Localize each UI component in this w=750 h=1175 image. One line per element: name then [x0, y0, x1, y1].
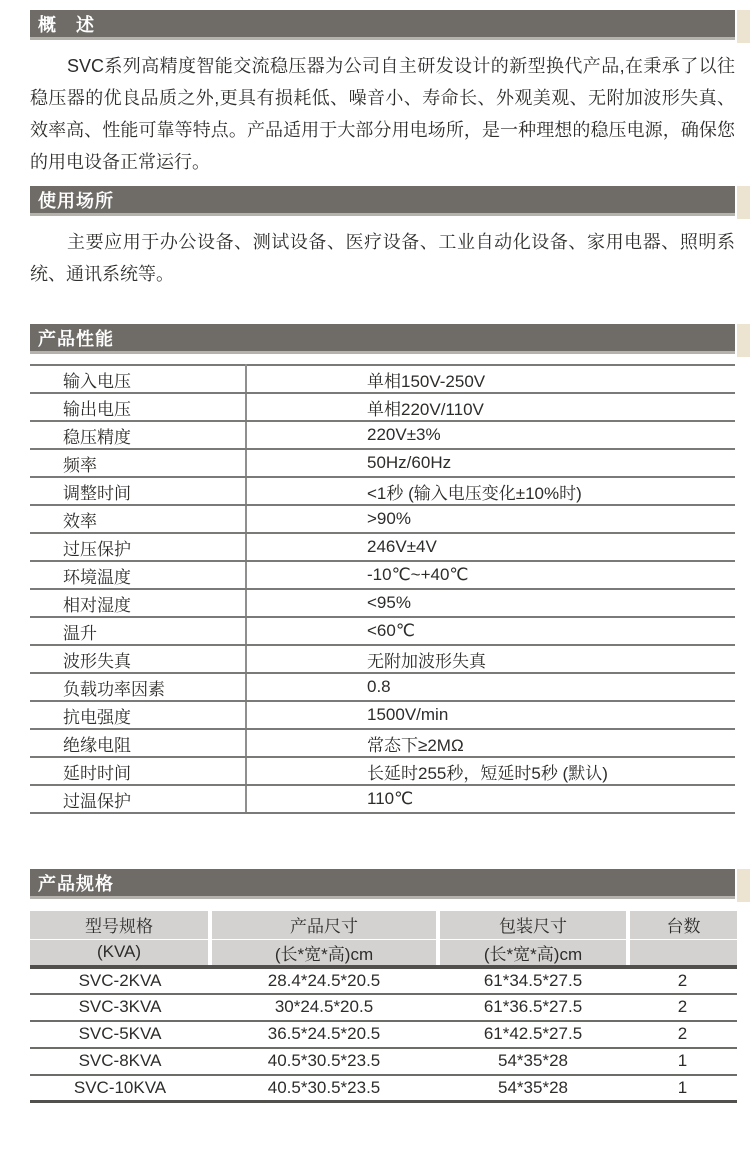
performance-row	[30, 617, 735, 645]
performance-row	[30, 785, 735, 813]
spec-header-package-size: 包装尺寸	[438, 911, 628, 939]
performance-value: <1秒 (输入电压变化±10%时)	[246, 477, 735, 505]
performance-row	[30, 757, 735, 785]
spec-subheader-quantity-unit	[628, 939, 737, 967]
performance-label: 环境温度	[30, 561, 246, 589]
performance-row	[30, 561, 735, 589]
performance-value: 50Hz/60Hz	[246, 449, 735, 477]
spec-table	[30, 911, 737, 1103]
performance-label: 效率	[30, 505, 246, 533]
section-title-performance: 产品性能	[38, 329, 114, 349]
spec-quantity: 2	[628, 1021, 737, 1048]
spec-model: SVC-8KVA	[30, 1048, 210, 1075]
spec-package-size: 61*36.5*27.5	[438, 994, 628, 1021]
performance-row	[30, 505, 735, 533]
performance-value: <95%	[246, 589, 735, 617]
spec-header-product-size: 产品尺寸	[210, 911, 438, 939]
spec-header-model: 型号规格	[30, 911, 210, 939]
performance-row	[30, 589, 735, 617]
spec-quantity: 1	[628, 1075, 737, 1102]
spec-product-size: 36.5*24.5*20.5	[210, 1021, 438, 1048]
performance-value: 单相220V/110V	[246, 393, 735, 421]
spec-row	[30, 1048, 737, 1075]
performance-label: 延时时间	[30, 757, 246, 785]
performance-label: 绝缘电阻	[30, 729, 246, 757]
performance-label: 过压保护	[30, 533, 246, 561]
performance-value: 220V±3%	[246, 421, 735, 449]
section-title-overview: 概 述	[38, 15, 95, 35]
spec-quantity: 1	[628, 1048, 737, 1075]
performance-value: 1500V/min	[246, 701, 735, 729]
performance-label: 输出电压	[30, 393, 246, 421]
performance-label: 输入电压	[30, 365, 246, 393]
performance-row	[30, 449, 735, 477]
performance-value: -10℃~+40℃	[246, 561, 735, 589]
spec-header-quantity: 台数	[628, 911, 737, 939]
performance-value: <60℃	[246, 617, 735, 645]
spec-package-size: 54*35*28	[438, 1075, 628, 1102]
performance-label: 温升	[30, 617, 246, 645]
spec-product-size: 28.4*24.5*20.5	[210, 967, 438, 994]
spec-row	[30, 994, 737, 1021]
performance-value: 110℃	[246, 785, 735, 813]
usage-paragraph: 主要应用于办公设备、测试设备、医疗设备、工业自动化设备、家用电器、照明系统、通讯系统等。	[30, 232, 735, 284]
performance-label: 稳压精度	[30, 421, 246, 449]
performance-row	[30, 365, 735, 393]
spec-product-size: 40.5*30.5*23.5	[210, 1048, 438, 1075]
spec-row	[30, 967, 737, 994]
spec-package-size: 61*42.5*27.5	[438, 1021, 628, 1048]
performance-value: 无附加波形失真	[246, 645, 735, 673]
spec-product-size: 40.5*30.5*23.5	[210, 1075, 438, 1102]
spec-row	[30, 1075, 737, 1102]
section-bar-performance	[30, 324, 735, 354]
spec-product-size: 30*24.5*20.5	[210, 994, 438, 1021]
performance-label: 抗电强度	[30, 701, 246, 729]
performance-label: 波形失真	[30, 645, 246, 673]
overview-paragraph: SVC系列高精度智能交流稳压器为公司自主研发设计的新型换代产品,在秉承了以往稳压器的优良品质之外,更具有损耗低、噪音小、寿命长、外观美观、无附加波形失真、效率高、性能可靠等特点。产品适用于大部分用电场所，是一种理想的稳压电源，确保您的用电设备正常运行。	[30, 56, 735, 172]
spec-model: SVC-3KVA	[30, 994, 210, 1021]
performance-row	[30, 393, 735, 421]
spec-subheader-product-size-unit: (长*宽*高)cm	[210, 939, 438, 967]
performance-row	[30, 673, 735, 701]
performance-row	[30, 421, 735, 449]
performance-value: 0.8	[246, 673, 735, 701]
spec-model: SVC-2KVA	[30, 967, 210, 994]
performance-label: 调整时间	[30, 477, 246, 505]
section-title-usage: 使用场所	[38, 191, 114, 211]
performance-table	[30, 364, 735, 814]
performance-value: 长延时255秒，短延时5秒 (默认)	[246, 757, 735, 785]
section-bar-usage	[30, 186, 735, 216]
spec-model: SVC-5KVA	[30, 1021, 210, 1048]
section-title-specs: 产品规格	[38, 874, 114, 894]
performance-label: 频率	[30, 449, 246, 477]
performance-row	[30, 701, 735, 729]
spec-subheader-model-unit: (KVA)	[30, 939, 210, 967]
spec-sheet-page	[0, 10, 750, 1175]
performance-value: 单相150V-250V	[246, 365, 735, 393]
performance-value: 246V±4V	[246, 533, 735, 561]
section-bar-specs	[30, 869, 735, 899]
performance-label: 负载功率因素	[30, 673, 246, 701]
spec-subheader-package-size-unit: (长*宽*高)cm	[438, 939, 628, 967]
spec-table-header	[30, 911, 737, 967]
spec-row	[30, 1021, 737, 1048]
spec-quantity: 2	[628, 967, 737, 994]
spec-model: SVC-10KVA	[30, 1075, 210, 1102]
performance-value: 常态下≥2MΩ	[246, 729, 735, 757]
spec-package-size: 61*34.5*27.5	[438, 967, 628, 994]
spec-package-size: 54*35*28	[438, 1048, 628, 1075]
spec-quantity: 2	[628, 994, 737, 1021]
performance-row	[30, 533, 735, 561]
section-bar-overview	[30, 10, 735, 40]
performance-label: 过温保护	[30, 785, 246, 813]
performance-label: 相对湿度	[30, 589, 246, 617]
performance-value: >90%	[246, 505, 735, 533]
performance-row	[30, 645, 735, 673]
performance-row	[30, 729, 735, 757]
performance-row	[30, 477, 735, 505]
